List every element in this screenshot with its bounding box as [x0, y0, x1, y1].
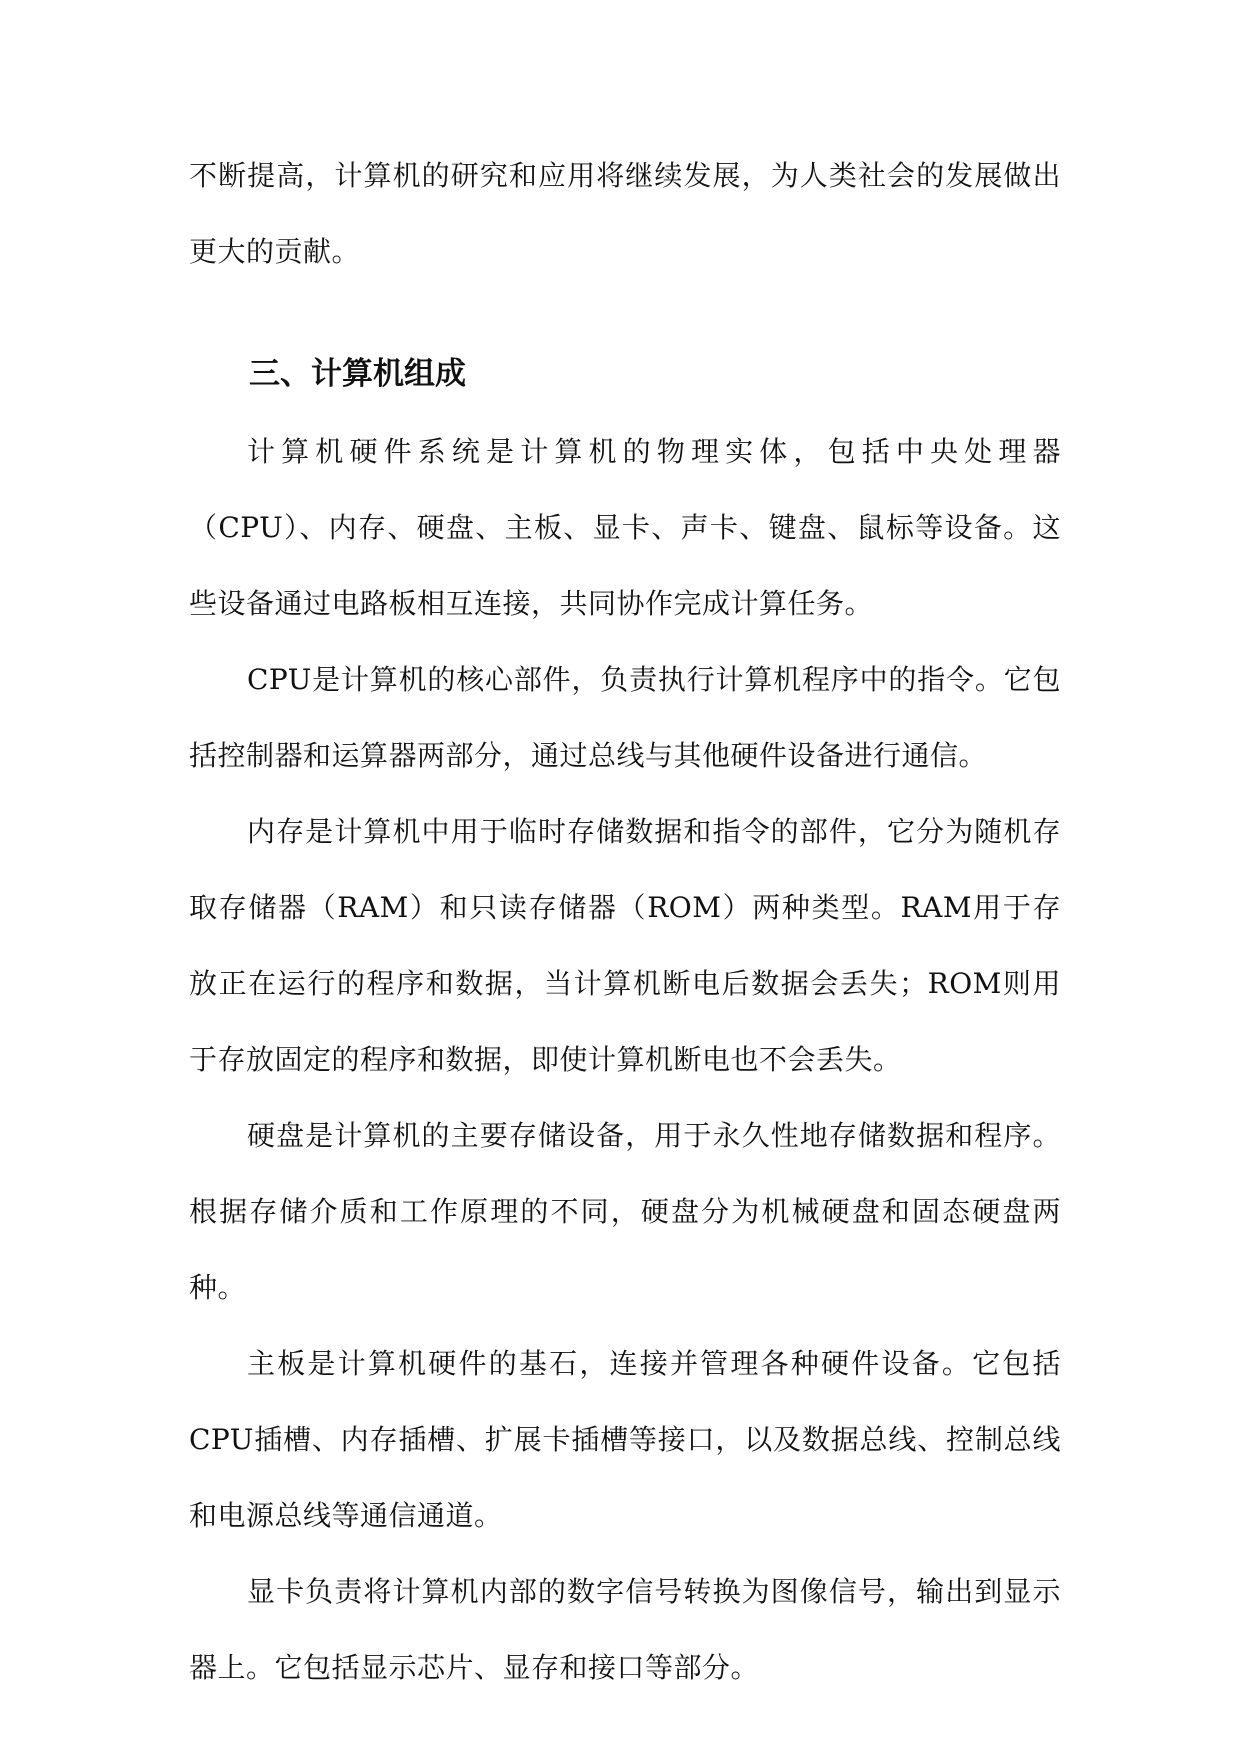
paragraph-hardware-system: 计算机硬件系统是计算机的物理实体，包括中央处理器（CPU）、内存、硬盘、主板、显卡、声卡、键盘、鼠标等设备。这些设备通过电路板相互连接，共同协作完成计算任务。 [189, 435, 1061, 620]
paragraph-hard-disk: 硬盘是计算机的主要存储设备，用于永久性地存储数据和程序。根据存储介质和工作原理的不同，硬盘分为机械硬盘和固态硬盘两种。 [189, 1119, 1061, 1304]
paragraph-motherboard: 主板是计算机硬件的基石，连接并管理各种硬件设备。它包括CPU插槽、内存插槽、扩展卡插槽等接口，以及数据总线、控制总线和电源总线等通信通道。 [189, 1347, 1061, 1532]
paragraph-cpu: CPU是计算机的核心部件，负责执行计算机程序中的指令。它包括控制器和运算器两部分，通过总线与其他硬件设备进行通信。 [189, 663, 1061, 772]
paragraph-graphics-card: 显卡负责将计算机内部的数字信号转换为图像信号，输出到显示器上。它包括显示芯片、显存和接口等部分。 [189, 1575, 1061, 1684]
paragraph-memory: 内存是计算机中用于临时存储数据和指令的部件，它分为随机存取存储器（RAM）和只读存储器（ROM）两种类型。RAM用于存放正在运行的程序和数据，当计算机断电后数据会丢失；ROM则用于存放固定的程序和数据，即使计算机断电也不会丢失。 [189, 815, 1061, 1076]
section-heading: 三、计算机组成 [249, 356, 466, 392]
continued-paragraph: 不断提高，计算机的研究和应用将继续发展，为人类社会的发展做出更大的贡献。 [189, 159, 1061, 268]
document-body [189, 138, 1061, 1706]
